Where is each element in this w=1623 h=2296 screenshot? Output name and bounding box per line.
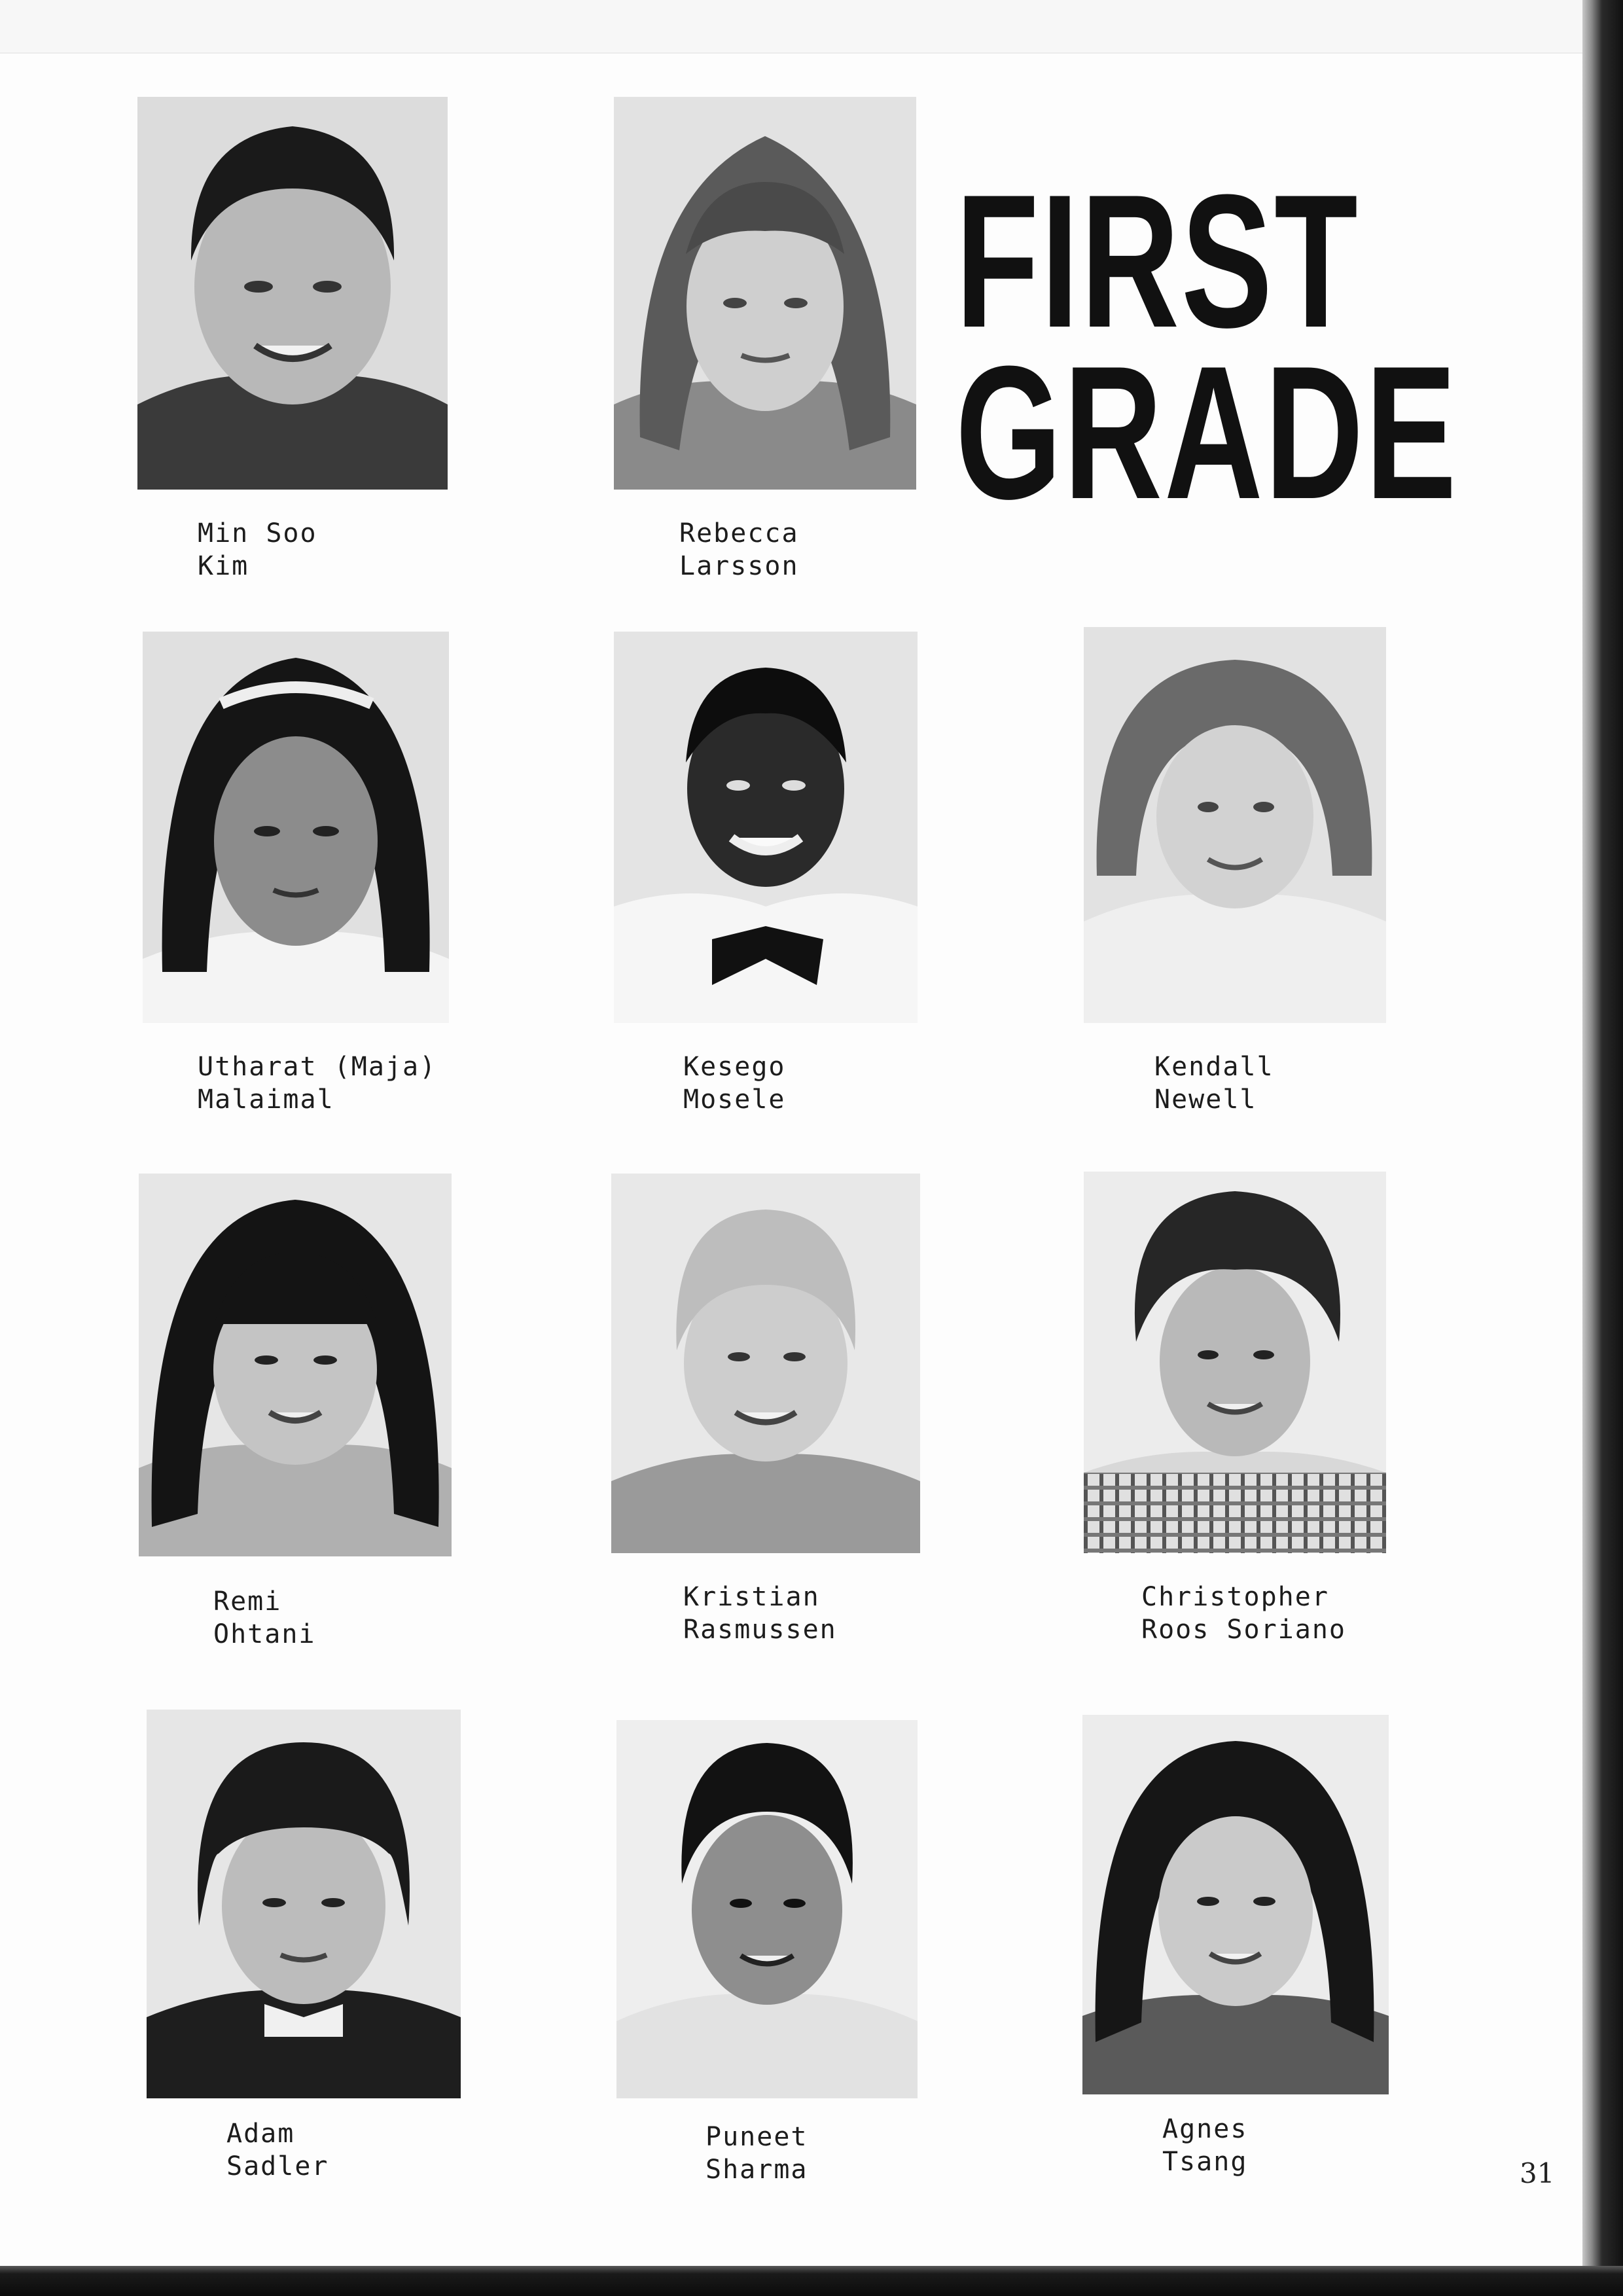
student-name	[1154, 1050, 1274, 1116]
title-line-grade: GRADE	[955, 327, 1459, 539]
student-name	[683, 1050, 786, 1116]
student-last-name: Larsson	[679, 551, 799, 581]
page-number: 31	[1520, 2157, 1555, 2189]
page-bottom-edge	[0, 2266, 1623, 2296]
student-first-name: Kesego	[683, 1052, 786, 1082]
student-last-name: Roos Soriano	[1141, 1615, 1346, 1645]
student-first-name: Min Soo	[198, 518, 317, 548]
student-photo	[614, 97, 916, 490]
student-first-name: Remi	[213, 1587, 282, 1617]
student-first-name: Adam	[226, 2119, 295, 2149]
title-line-first: FIRST	[955, 155, 1360, 367]
student-last-name: Ohtani	[213, 1619, 316, 1649]
student-photo	[137, 97, 448, 490]
student-name	[1162, 2113, 1247, 2178]
student-name	[1141, 1581, 1346, 1646]
student-first-name: Agnes	[1162, 2114, 1248, 2144]
student-last-name: Tsang	[1162, 2147, 1248, 2177]
student-name	[705, 2121, 808, 2186]
student-photo	[147, 1710, 461, 2098]
student-photo	[1084, 1172, 1386, 1553]
binding-shadow	[1582, 0, 1623, 2296]
student-photo	[616, 1720, 918, 2098]
student-last-name: Malaimal	[198, 1085, 334, 1115]
student-first-name: Christopher	[1141, 1582, 1329, 1612]
student-name	[198, 1050, 437, 1116]
student-photo	[139, 1174, 452, 1556]
student-photo	[1082, 1715, 1389, 2094]
student-photo	[143, 632, 449, 1023]
student-photo	[614, 632, 918, 1023]
student-last-name: Rasmussen	[683, 1615, 837, 1645]
student-name	[213, 1585, 316, 1651]
student-first-name: Kristian	[683, 1582, 820, 1612]
student-first-name: Utharat (Maja)	[198, 1052, 437, 1082]
student-name	[226, 2117, 329, 2183]
student-first-name: Rebecca	[679, 518, 799, 548]
student-name	[198, 517, 317, 583]
student-name	[683, 1581, 837, 1646]
student-name	[679, 517, 799, 583]
student-photo	[611, 1174, 920, 1553]
page-title	[955, 155, 1459, 539]
student-last-name: Sharma	[705, 2155, 808, 2185]
student-last-name: Kim	[198, 551, 249, 581]
student-last-name: Mosele	[683, 1085, 786, 1115]
page-top-edge	[0, 0, 1623, 54]
student-last-name: Newell	[1154, 1085, 1257, 1115]
student-last-name: Sadler	[226, 2151, 329, 2181]
student-first-name: Puneet	[705, 2122, 808, 2152]
student-photo	[1084, 627, 1386, 1023]
student-first-name: Kendall	[1154, 1052, 1274, 1082]
